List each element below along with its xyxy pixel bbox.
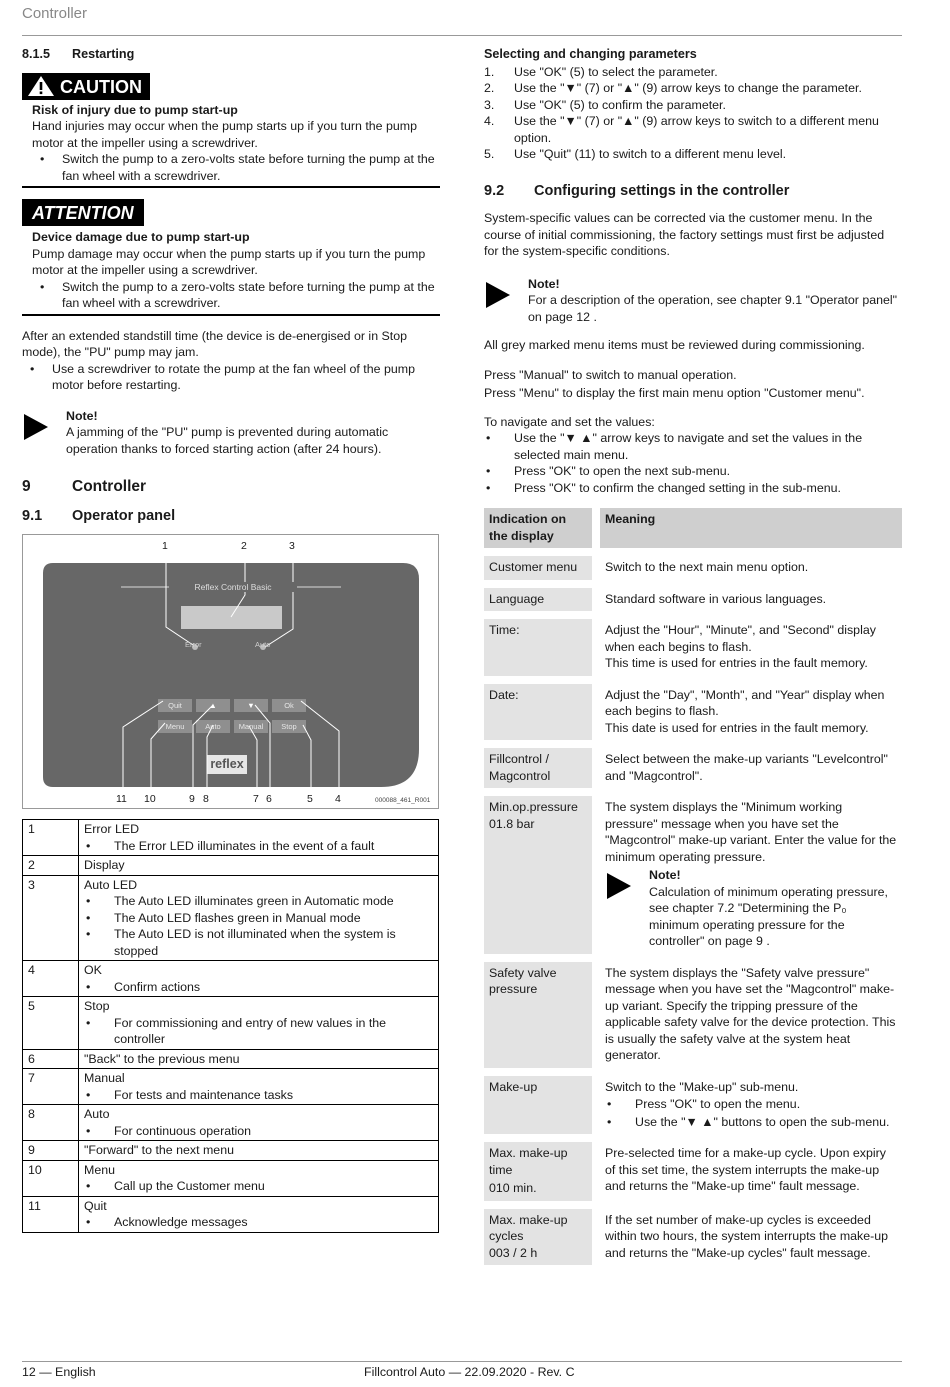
legend-bullet: • Call up the Customer menu bbox=[84, 1178, 433, 1195]
panel-legend-table bbox=[22, 819, 439, 1233]
grey-note: All grey marked menu items must be reviewed during commissioning. bbox=[484, 338, 865, 352]
left-column bbox=[22, 46, 440, 1233]
callout-11: 11 bbox=[116, 793, 127, 805]
table-row bbox=[23, 1141, 439, 1161]
note-arrow-icon bbox=[24, 414, 48, 440]
attention-bullet: • Switch the pump to a zero-volts state before turning the pump at the fan wheel with a screwdriver. bbox=[32, 279, 440, 312]
legend-description bbox=[79, 820, 439, 856]
attention-heading: Device damage due to pump start-up bbox=[32, 230, 250, 244]
legend-description bbox=[79, 1160, 439, 1196]
table-row bbox=[23, 875, 439, 961]
callout-2: 2 bbox=[241, 540, 247, 552]
right-column bbox=[484, 46, 902, 1273]
operation-note: Note! For a description of the operation, see chapter 9.1 "Operator panel" on page 12 . bbox=[484, 276, 902, 326]
up-key[interactable]: ▲ bbox=[209, 701, 217, 710]
legend-description bbox=[79, 997, 439, 1050]
menu-key[interactable]: Menu bbox=[165, 722, 185, 731]
attention-block bbox=[22, 199, 440, 316]
table-row: Language Standard software in various languages. bbox=[484, 588, 902, 612]
down-key[interactable]: ▼ bbox=[247, 701, 255, 710]
col-header-indication: Indication on the display bbox=[484, 508, 592, 548]
table-row bbox=[23, 997, 439, 1050]
callout-4: 4 bbox=[335, 793, 341, 805]
auto-led-label: Auto bbox=[255, 640, 271, 649]
legend-label: Auto bbox=[84, 1107, 110, 1121]
press-manual: Press "Manual" to switch to manual operation. bbox=[484, 367, 737, 382]
legend-description bbox=[79, 1141, 439, 1161]
legend-label: Quit bbox=[84, 1198, 107, 1213]
table-row bbox=[23, 856, 439, 876]
table-row bbox=[23, 1069, 439, 1105]
controller-heading: 9 Controller bbox=[22, 478, 147, 495]
selecting-heading: Selecting and changing parameters bbox=[484, 47, 697, 61]
caution-block bbox=[22, 73, 440, 189]
quit-key[interactable]: Quit bbox=[168, 701, 182, 710]
step-item: 4. Use the "▼" (7) or "▲" (9) arrow keys to switch to a different menu option. bbox=[484, 114, 879, 145]
legend-description bbox=[79, 1049, 439, 1069]
caution-badge: CAUTION bbox=[22, 73, 150, 100]
legend-description bbox=[79, 961, 439, 997]
table-row bbox=[23, 1196, 439, 1232]
legend-bullet: • For tests and maintenance tasks bbox=[84, 1087, 433, 1104]
callout-8: 8 bbox=[203, 793, 209, 805]
nav-intro: To navigate and set the values: bbox=[484, 414, 655, 429]
table-row bbox=[23, 1160, 439, 1196]
callout-10: 10 bbox=[144, 793, 156, 805]
legend-label: "Forward" to the next menu bbox=[84, 1143, 234, 1157]
legend-label: Auto LED bbox=[84, 877, 138, 892]
table-header-row bbox=[484, 508, 902, 548]
legend-bullet: • The Auto LED illuminates green in Automatic mode bbox=[84, 893, 433, 910]
ok-key[interactable]: Ok bbox=[284, 701, 294, 710]
legend-description bbox=[79, 1069, 439, 1105]
caution-text: Hand injuries may occur when the pump starts up if you turn the pump motor at the impeller using a screwdriver. bbox=[32, 119, 417, 150]
operator-panel-heading: 9.1 Operator panel bbox=[22, 507, 176, 524]
selecting-steps bbox=[484, 64, 902, 163]
legend-label: Error LED bbox=[84, 822, 140, 836]
header-rule bbox=[22, 35, 902, 36]
table-row bbox=[23, 1105, 439, 1141]
page-header: Controller bbox=[22, 5, 88, 22]
col-header-meaning: Meaning bbox=[600, 508, 902, 548]
table-row: Date: Adjust the "Day", "Month", and "Year" display when each begins to flash. This date is used for entries in the fault memory. bbox=[484, 684, 902, 741]
table-row: Max. make-up cycles 003 / 2 h If the set number of make-up cycles is exceeded within two hours, the system interrupts the make-up and returns the "Make-up cycles" fault message. bbox=[484, 1209, 902, 1266]
nav-bullet: • Press "OK" to open the next sub-menu. bbox=[484, 463, 902, 480]
reflex-logo: reflex bbox=[210, 757, 244, 771]
legend-label: "Back" to the previous menu bbox=[84, 1051, 240, 1066]
stop-key[interactable]: Stop bbox=[281, 722, 297, 731]
manual-key[interactable]: Manual bbox=[238, 722, 264, 731]
legend-bullet: • The Auto LED flashes green in Manual mode bbox=[84, 910, 433, 927]
legend-number: 9 bbox=[23, 1141, 79, 1161]
caution-rule bbox=[22, 186, 440, 188]
attention-rule bbox=[22, 314, 440, 316]
figure-ref: 000088_461_R001 bbox=[375, 797, 431, 804]
panel-brand-line: Reflex Control Basic bbox=[169, 582, 297, 592]
legend-label: Menu bbox=[84, 1162, 115, 1177]
operator-panel-figure bbox=[22, 534, 439, 809]
footer-page: 12 — English bbox=[22, 1365, 96, 1379]
table-row: Time: Adjust the "Hour", "Minute", and "Second" display when each begins to flash. This time is used for entries in the fault memory. bbox=[484, 619, 902, 676]
table-row bbox=[23, 820, 439, 856]
warning-triangle-icon bbox=[28, 76, 54, 96]
configuring-intro: System-specific values can be corrected via the customer menu. In the course of initial commissioning, the factory settings must first be adjusted for the system-specific conditions. bbox=[484, 211, 885, 258]
legend-number: 10 bbox=[23, 1160, 79, 1196]
table-row: Fillcontrol / Magcontrol Select between the make-up variants "Levelcontrol" and "Magcontrol". bbox=[484, 748, 902, 788]
legend-number: 11 bbox=[23, 1196, 79, 1232]
step-item: 2. Use the "▼" (7) or "▲" (9) arrow keys to change the parameter. bbox=[484, 81, 862, 95]
legend-label: Manual bbox=[84, 1071, 125, 1085]
callout-5: 5 bbox=[307, 793, 313, 805]
callout-7: 7 bbox=[253, 793, 259, 805]
standstill-para: After an extended standstill time (the device is de-energised or in Stop mode), the "PU" pump may jam. bbox=[22, 328, 408, 359]
caution-heading: Risk of injury due to pump start-up bbox=[32, 102, 238, 117]
legend-number: 3 bbox=[23, 875, 79, 961]
legend-number: 4 bbox=[23, 961, 79, 997]
callout-1: 1 bbox=[162, 540, 168, 552]
configuring-heading: 9.2 Configuring settings in the controller bbox=[484, 182, 790, 199]
table-row: Make-up Switch to the "Make-up" sub-menu. • Press "OK" to open the menu. • Use the "▼ ▲" buttons to open the sub-menu. bbox=[484, 1076, 902, 1135]
restarting-heading: 8.1.5 Restarting bbox=[22, 47, 135, 61]
error-led-label: Error bbox=[185, 640, 202, 649]
standstill-bullet: • Use a screwdriver to rotate the pump at the fan wheel of the pump motor before restarting. bbox=[22, 361, 440, 394]
legend-label: OK bbox=[84, 963, 102, 977]
callout-9: 9 bbox=[189, 793, 195, 805]
attention-text: Pump damage may occur when the pump starts up if you turn the pump motor at the impeller using a screwdriver. bbox=[32, 246, 426, 277]
note-arrow-icon bbox=[607, 873, 631, 899]
legend-number: 5 bbox=[23, 997, 79, 1050]
nav-bullet: • Use the "▼ ▲" arrow keys to navigate and set the values in the selected main menu. bbox=[484, 430, 902, 463]
legend-number: 6 bbox=[23, 1049, 79, 1069]
callout-3: 3 bbox=[289, 540, 295, 552]
attention-badge: ATTENTION bbox=[22, 199, 144, 226]
auto-key[interactable]: Auto bbox=[205, 722, 221, 731]
step-item: 5. Use "Quit" (11) to switch to a different menu level. bbox=[484, 147, 787, 161]
legend-number: 2 bbox=[23, 856, 79, 876]
footer-doc: Fillcontrol Auto — 22.09.2020 - Rev. C bbox=[364, 1365, 575, 1379]
table-row: Safety valve pressure The system displays the "Safety valve pressure" message when you have set the "Magcontrol" make-up variant. Specify the tripping pressure of the applicable safety valve for the device protection. This is usually the safety valve at the system heat generator. bbox=[484, 962, 902, 1068]
note-arrow-icon bbox=[486, 282, 510, 308]
callout-6: 6 bbox=[266, 793, 272, 805]
legend-number: 1 bbox=[23, 820, 79, 856]
legend-bullet: • The Auto LED is not illuminated when the system is stopped bbox=[84, 926, 433, 959]
table-row: Customer menu Switch to the next main menu option. bbox=[484, 556, 902, 580]
legend-description bbox=[79, 1105, 439, 1141]
legend-bullet: • Acknowledge messages bbox=[84, 1214, 433, 1231]
nav-bullet: • Press "OK" to confirm the changed setting in the sub-menu. bbox=[484, 480, 902, 497]
legend-number: 8 bbox=[23, 1105, 79, 1141]
table-row bbox=[23, 961, 439, 997]
legend-label: Display bbox=[84, 858, 125, 872]
table-row bbox=[23, 1049, 439, 1069]
legend-bullet: • For commissioning and entry of new values in the controller bbox=[84, 1015, 433, 1048]
legend-bullet: • Confirm actions bbox=[84, 979, 433, 996]
legend-bullet: • The Error LED illuminates in the event of a fault bbox=[84, 838, 433, 855]
legend-label: Stop bbox=[84, 999, 110, 1013]
pump-note: Note! A jamming of the "PU" pump is prevented during automatic operation thanks to forced starting action (after 24 hours). bbox=[22, 408, 440, 458]
table-row: Min.op.pressure 01.8 bar The system displays the "Minimum working pressure" message when you have set the "Magcontrol" make-up variant. Enter the value for the minimum operating pressure. Note! Calculation of minimum operating pressure, see chapter 7.2 "Determining the P₀ minimum operating pressure for the controller" on page 9 . bbox=[484, 796, 902, 954]
step-item: 3. Use "OK" (5) to confirm the parameter. bbox=[484, 97, 726, 112]
customer-menu-table bbox=[484, 500, 902, 1273]
caution-bullet: • Switch the pump to a zero-volts state before turning the pump at the fan wheel with a screwdriver. bbox=[32, 151, 440, 184]
legend-number: 7 bbox=[23, 1069, 79, 1105]
legend-description bbox=[79, 875, 439, 961]
table-row: Max. make-up time 010 min. Pre-selected time for a make-up cycle. Upon expiry of this set time, the system interrupts the make-up and returns the "Make-up time" fault message. bbox=[484, 1142, 902, 1201]
legend-description bbox=[79, 1196, 439, 1232]
press-menu: Press "Menu" to display the first main menu option "Customer menu". bbox=[484, 386, 865, 400]
legend-description bbox=[79, 856, 439, 876]
minop-note: Note! Calculation of minimum operating pressure, see chapter 7.2 "Determining the P₀ minimum operating pressure for the controller" on page 9 . bbox=[605, 867, 897, 950]
legend-bullet: • For continuous operation bbox=[84, 1123, 433, 1140]
step-item: 1. Use "OK" (5) to select the parameter. bbox=[484, 64, 718, 79]
footer-rule bbox=[22, 1361, 902, 1362]
